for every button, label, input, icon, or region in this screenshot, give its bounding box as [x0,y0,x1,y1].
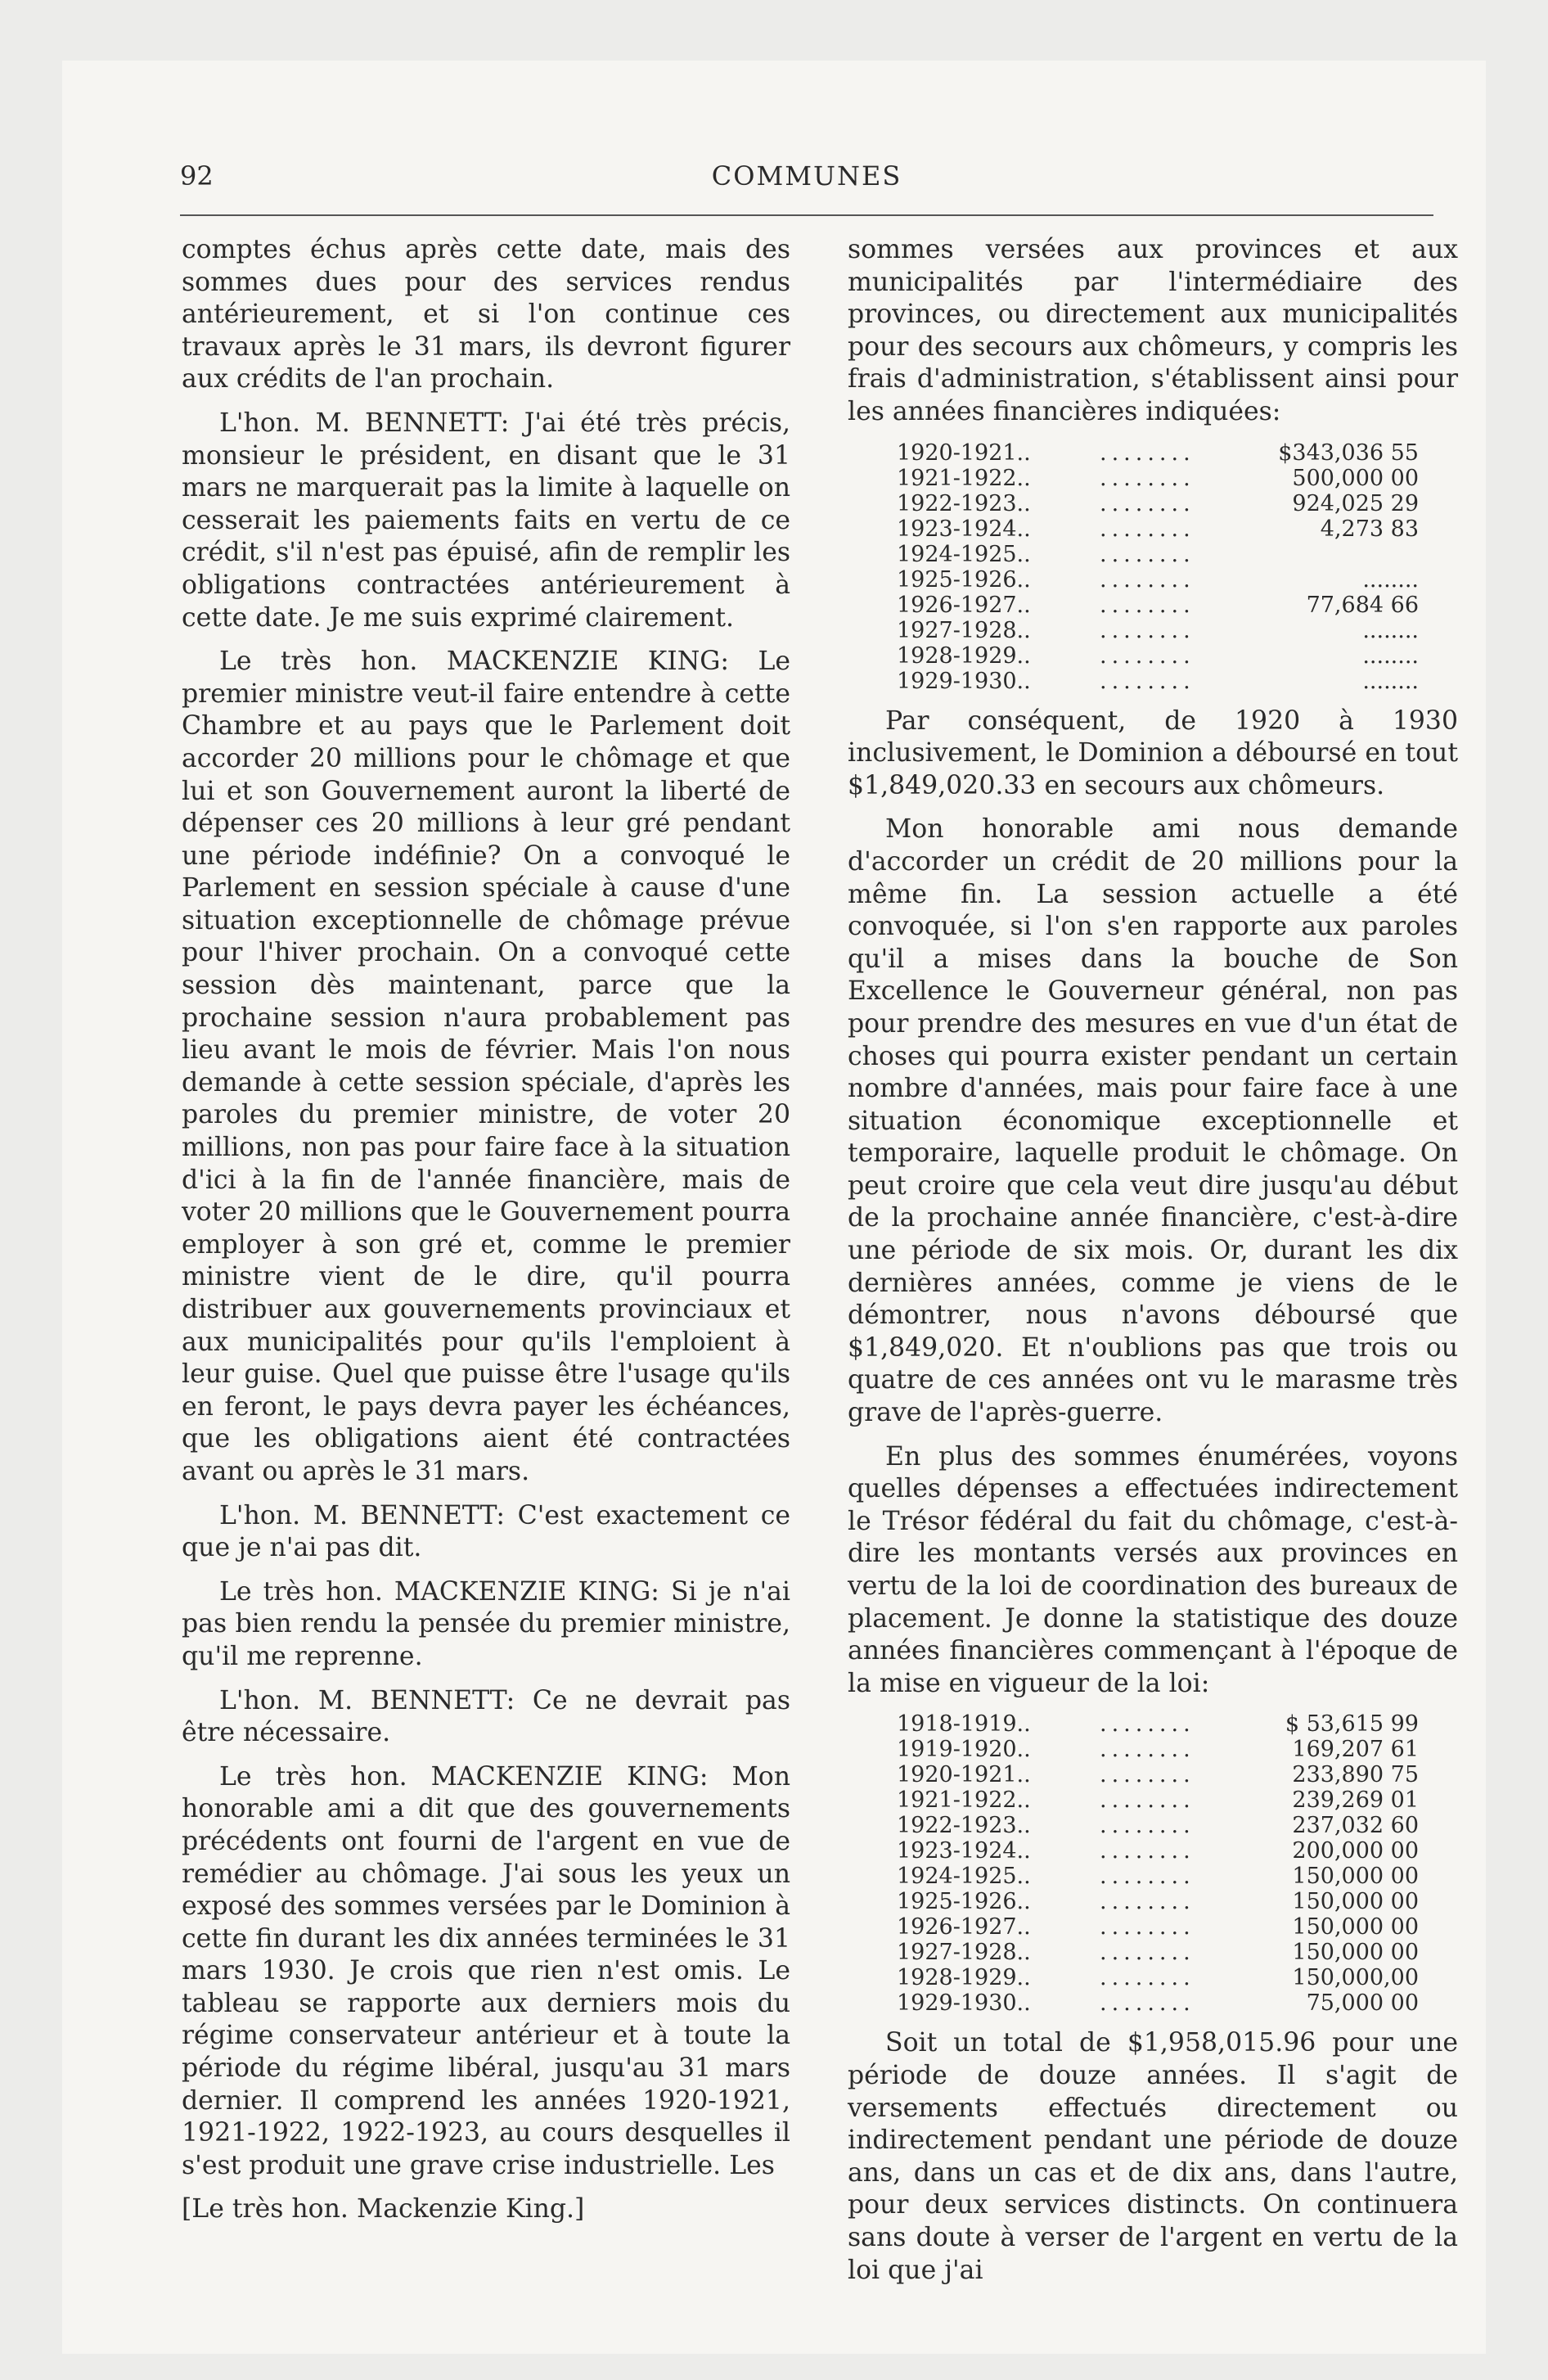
amount-cell: 239,269 01 [1292,1787,1419,1814]
page-header [180,160,1433,201]
relief-table [897,440,1419,694]
leader-dots: ........ [1100,1787,1195,1814]
paragraph: comptes échus après cette date, mais des sommes dues pour des services rendus antérieurement, et si l'on continue ces travaux après le 31 mars, ils devront figurer aux crédits de l'an prochain. [182,235,790,394]
leader-dots: ........ [1100,1737,1195,1763]
year-cell: 1922-1923.. [897,1813,1031,1839]
amount-cell: 169,207 61 [1292,1737,1419,1763]
leader-dots: ........ [1100,1889,1195,1915]
year-cell: 1925-1926.. [897,1889,1031,1915]
table-row [897,1711,1419,1737]
table-row [897,1787,1419,1813]
leader-dots: ........ [1100,592,1195,618]
leader-dots: ........ [1100,1813,1195,1839]
paragraph: Par conséquent, de 1920 à 1930 inclusivement, le Dominion a déboursé en tout $1,849,020.33 en secours aux chômeurs. [848,705,1458,800]
year-cell: 1926-1927.. [897,592,1031,618]
year-cell: 1925-1926.. [897,566,1031,593]
table-row [897,1838,1419,1864]
leader-dots: ........ [1100,1940,1195,1966]
amount-cell [1255,542,1419,567]
year-cell: 1927-1928.. [897,617,1031,643]
table-row [897,669,1419,694]
leader-dots: ........ [1100,668,1195,694]
leader-dots: ........ [1100,1864,1195,1890]
paragraph: sommes versées aux provinces et aux municipalités par l'intermédiaire des provinces, ou directement aux municipalités pour des secours aux chômeurs, y compris les frais d'administration, s'établissent ainsi pour les années financières indiquées: [848,235,1458,426]
table-row [897,1864,1419,1889]
table-row [897,1762,1419,1787]
amount-cell: 150,000 00 [1292,1889,1419,1915]
employment-offices-table [897,1711,1419,2016]
paragraph: L'hon. M. BENNETT: C'est exactement ce que je n'ai pas dit. [182,1500,790,1563]
amount-cell: 924,025 29 [1292,490,1419,516]
table-row [897,1940,1419,1965]
amount-cell: 500,000 00 [1292,465,1419,491]
table-row [897,542,1419,567]
amount-cell: 150,000 00 [1292,1940,1419,1966]
amount-cell: $343,036 55 [1278,439,1419,466]
amount-cell: ........ [1362,617,1419,643]
right-column [848,234,1458,2298]
year-cell: 1921-1922.. [897,465,1031,491]
year-cell: 1923-1924.. [897,516,1031,542]
table-row [897,440,1419,466]
leader-dots: ........ [1100,642,1195,669]
page-number: 92 [180,160,214,192]
table-row [897,1990,1419,2016]
amount-cell: 237,032 60 [1292,1813,1419,1839]
year-cell: 1919-1920.. [897,1737,1031,1763]
year-cell: 1924-1925.. [897,1864,1031,1890]
amount-cell: 150,000,00 [1292,1965,1419,1991]
table-row [897,593,1419,618]
amount-cell: 200,000 00 [1292,1838,1419,1864]
paragraph: L'hon. M. BENNETT: J'ai été très précis, monsieur le président, en disant que le 31 mars ne marquerait pas la limite à laquelle on cesserait les paiements faits en vertu de ce crédit, s'il n'est pas épuisé, afin de remplir les obligations contractées antérieurement à cette date. Je me suis exprimé clairement. [182,408,790,633]
paragraph: Mon honorable ami nous demande d'accorder un crédit de 20 millions pour la même fin. La session actuelle a été convoquée, si l'on s'en rapporte aux paroles qu'il a mises dans la bouche de Son Excellence le Gouverneur général, non pas pour prendre des mesures en vue d'un état de choses qui pourra exister pendant un certain nombre d'années, mais pour faire face à une situation économique exceptionnelle et temporaire, laquelle produit le chômage. On peut croire que cela veut dire jusqu'au début de la prochaine année financière, c'est-à-dire une période de six mois. Or, durant les dix dernières années, comme je viens de le démontrer, nous n'avons déboursé que $1,849,020. Et n'oublions pas que trois ou quatre de ces années ont vu le marasme très grave de l'après-guerre. [848,814,1458,1428]
year-cell: 1928-1929.. [897,642,1031,669]
leader-dots: ........ [1100,617,1195,643]
paragraph: Le très hon. MACKENZIE KING: Si je n'ai pas bien rendu la pensée du premier ministre, qu'il me reprenne. [182,1576,790,1671]
table-row [897,1813,1419,1838]
leader-dots: ........ [1100,490,1195,516]
leader-dots: ........ [1100,1711,1195,1738]
amount-cell: ........ [1362,566,1419,593]
leader-dots: ........ [1100,1838,1195,1864]
year-cell: 1927-1928.. [897,1940,1031,1966]
year-cell: 1929-1930.. [897,668,1031,694]
table-row [897,643,1419,669]
amount-cell: ........ [1362,642,1419,669]
leader-dots: ........ [1100,465,1195,491]
paragraph: En plus des sommes énumérées, voyons quelles dépenses a effectuées indirectement le Trésor fédéral du fait du chômage, c'est-à-dire les montants versés aux provinces en vertu de la loi de coordination des bureaux de placement. Je donne la statistique des douze années financières commençant à l'époque de la mise en vigueur de la loi: [848,1441,1458,1698]
year-cell: 1921-1922.. [897,1787,1031,1814]
header-rule [180,214,1433,216]
table-row [897,618,1419,643]
amount-cell: 150,000 00 [1292,1864,1419,1890]
table-row [897,516,1419,542]
leader-dots: ........ [1100,541,1195,567]
year-cell: 1922-1923.. [897,490,1031,516]
leader-dots: ........ [1100,439,1195,466]
paragraph: Le très hon. MACKENZIE KING: Mon honorable ami a dit que des gouvernements précédents ont fourni de l'argent en vue de remédier au chômage. J'ai sous les yeux un exposé des sommes versées par le Dominion à cette fin durant les dix années terminées le 31 mars 1930. Je crois que rien n'est omis. Le tableau se rapporte aux derniers mois du régime conservateur antérieur et à toute la période du régime libéral, jusqu'au 31 mars dernier. Il comprend les années 1920-1921, 1921-1922, 1922-1923, au cours desquelles il s'est produit une grave crise industrielle. Les [182,1761,790,2180]
year-cell: 1918-1919.. [897,1711,1031,1738]
amount-cell: 150,000 00 [1292,1914,1419,1941]
amount-cell: ........ [1362,668,1419,694]
year-cell: 1920-1921.. [897,1762,1031,1788]
table-row [897,1737,1419,1762]
table-row [897,1889,1419,1914]
paragraph: L'hon. M. BENNETT: Ce ne devrait pas être nécessaire. [182,1685,790,1748]
leader-dots: ........ [1100,566,1195,593]
year-cell: 1929-1930.. [897,1990,1031,2017]
leader-dots: ........ [1100,1914,1195,1941]
amount-cell: 75,000 00 [1306,1990,1419,2017]
year-cell: 1923-1924.. [897,1838,1031,1864]
year-cell: 1928-1929.. [897,1965,1031,1991]
year-cell: 1924-1925.. [897,541,1031,567]
amount-cell: 233,890 75 [1292,1762,1419,1788]
year-cell: 1926-1927.. [897,1914,1031,1941]
leader-dots: ........ [1100,516,1195,542]
leader-dots: ........ [1100,1762,1195,1788]
amount-cell: 4,273 83 [1320,516,1419,542]
table-row [897,466,1419,491]
leader-dots: ........ [1100,1965,1195,1991]
table-row [897,567,1419,593]
table-row [897,1965,1419,1990]
leader-dots: ........ [1100,1990,1195,2017]
running-title: COMMUNES [711,160,902,192]
amount-cell: 77,684 66 [1306,592,1419,618]
year-cell: 1920-1921.. [897,439,1031,466]
speaker-footer: [Le très hon. Mackenzie King.] [182,2194,585,2224]
table-row [897,1914,1419,1940]
amount-cell: $ 53,615 99 [1285,1711,1419,1738]
paragraph: Soit un total de $1,958,015.96 pour une période de douze années. Il s'agit de versements effectués directement ou indirectement pendant une période de douze ans, dans un cas et de dix ans, dans l'autre, pour deux services distincts. On continuera sans doute à verser de l'argent en vertu de la loi que j'ai [848,2028,1458,2285]
table-row [897,491,1419,516]
left-column [182,234,790,2238]
paragraph: Le très hon. MACKENZIE KING: Le premier ministre veut-il faire entendre à cette Chambre et au pays que le Parlement doit accorder 20 millions pour le chômage et que lui et son Gouvernement auront la liberté de dépenser ces 20 millions à leur gré pendant une période indéfinie? On a convoqué le Parlement en session spéciale à cause d'une situation exceptionnelle de chômage prévue pour l'hiver prochain. On a convoqué cette session dès maintenant, parce que la prochaine session n'aura probablement pas lieu avant le mois de février. Mais l'on nous demande à cette session spéciale, d'après les paroles du premier ministre, de voter 20 millions, non pas pour faire face à la situation d'ici à la fin de l'année financière, mais de voter 20 millions que le Gouvernement pourra employer à son gré et, comme le premier ministre vient de le dire, qu'il pourra distribuer aux gouvernements provinciaux et aux municipalités pour qu'ils l'emploient à leur guise. Quel que puisse être l'usage qu'ils en feront, le pays devra payer les échéances, que les obligations aient été contractées avant ou après le 31 mars. [182,647,790,1486]
